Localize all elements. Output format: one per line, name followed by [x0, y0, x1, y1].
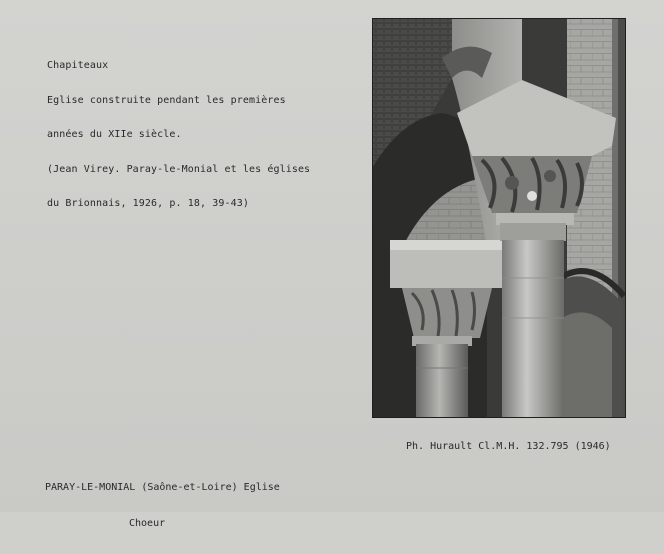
location-subtitle: Choeur [129, 518, 166, 529]
photo-credit: Ph. Hurault Cl.M.H. 132.795 (1946) [406, 441, 611, 452]
photo-illustration [372, 18, 626, 418]
caption-line: (Jean Virey. Paray-le-Monial et les églises [47, 163, 311, 175]
caption-line: Eglise construite pendant les premières [47, 94, 286, 106]
caption-block [47, 37, 310, 233]
location-title: PARAY-LE-MONIAL (Saône-et-Loire) Eglise [45, 482, 280, 493]
caption-heading: Chapiteaux [47, 60, 109, 71]
caption-line: années du XIIe siècle. [47, 129, 182, 140]
location-block [45, 458, 280, 554]
architectural-photo [372, 18, 626, 418]
caption-line: du Brionnais, 1926, p. 18, 39-43) [47, 198, 249, 209]
